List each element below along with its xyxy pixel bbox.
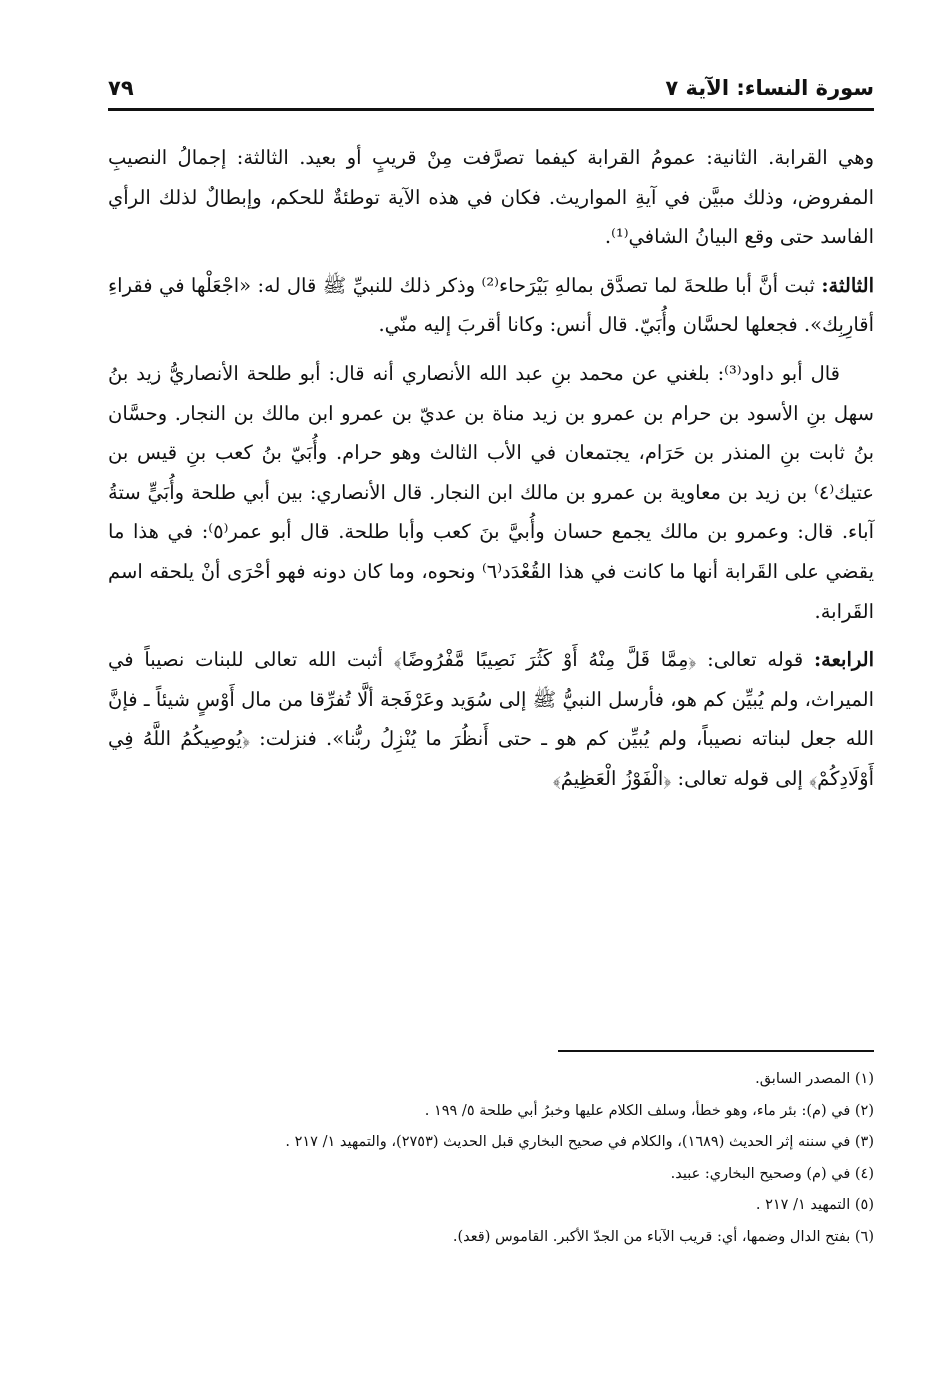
footnote-6: (٦) بفتح الدال وضمها، أي: قريب الآباء من الجدّ الأكبر. القاموس (قعد). <box>452 1228 874 1245</box>
header-title: سورة النساء: الآية ٧ <box>665 76 874 100</box>
page-number: ٧٩ <box>108 76 134 100</box>
footnote-rule <box>558 1050 874 1052</box>
header-rule <box>108 108 874 111</box>
paragraph-2-lead: الثالثة: <box>821 273 875 297</box>
footnote-2: (٢) في (م): بئر ماء، وهو خطأ، وسلف الكلام عليها وخبرُ أبي طلحة ٥/ ١٩٩ . <box>424 1102 874 1119</box>
running-header <box>108 62 874 102</box>
paragraph-2 <box>108 266 874 345</box>
paragraph-4-text: قوله تعالى: ﴿مِمَّا قَلَّ مِنْهُ أَوْ كَثُرَ نَصِيبًا مَّفْرُوضًا﴾ أثبت الله تعالى للبنات نصيباً في الميراث، ولم يُبيِّن كم هو، فأرسل النبيُّ ﷺ إلى سُوَيد وعَرْفَجة ألَّا تُفرِّقا من مال أَوْسٍ شيئاً ـ فإنَّ الله جعل لبناته نصيباً، ولم يُبيِّن كم هو ـ حتى أَنظُرَ ما يُنْزِلُ ربُّنا». فنزلت: ﴿يُوصِيكُمُ اللَّهُ فِي أَوْلَادِكُمْ﴾ إلى قوله تعالى: ﴿الْفَوْزُ الْعَظِيمُ﴾ <box>108 648 874 790</box>
paragraph-3: قال أبو داود⁽³⁾: بلغني عن محمد بنِ عبد الله الأنصاري أنه قال: أبو طلحة الأنصاريُّ زيد بنُ سهل بنِ الأسود بن حرام بن عمرو بن زيد مناة بن عديّ بن عمرو ابن مالك بن النجار. وحسَّان بنُ ثابت بنِ المنذر بن حَرَام، يجتمعان في الأب الثالث وهو حرام. وأُبَيّ بنُ كعب بنِ قيس بن عتيك⁽٤⁾ بن زيد بن معاوية بن عمرو بن مالك ابن النجار. قال الأنصاري: بين أبي طلحة وأُبَيٍّ ستةُ آباء. قال: وعمرو بن مالك يجمع حسان وأُبيَّ بنَ كعب وأبا طلحة. قال أبو عمر⁽٥⁾: في هذا ما يقضي على القَرابة أنها ما كانت في هذا القُعْدَد⁽٦⁾ ونحوه، وما كان دونه فهو أحْرَى أنْ يلحقه اسم القَرابة. <box>108 361 875 623</box>
paragraph-2-text: ثبت أنَّ أبا طلحةَ لما تصدَّق بمالهِ بَيْرَحاء⁽²⁾ وذكر ذلك للنبيِّ ﷺ قال له: «اجْعَلْها في فقراءِ أقارِبِك». فجعلها لحسَّان وأُبَيّ. قال أنس: وكانا أقربَ إليه منّي. <box>108 273 874 337</box>
footnote-3: (٣) في سننه إثر الحديث (١٦٨٩)، والكلام في صحيح البخاري قبل الحديث (٢٧٥٣)، والتمهيد ١/ ٢١٧ . <box>285 1134 874 1150</box>
footnote-1: (١) المصدر السابق. <box>755 1071 874 1087</box>
footnote-5: (٥) التمهيد ١/ ٢١٧ . <box>755 1197 874 1213</box>
footnotes <box>108 1064 874 1253</box>
paragraph-4 <box>108 640 874 798</box>
paragraph-1: وهي القرابة. الثانية: عمومُ القرابة كيفما تصرَّفت مِنْ قريبٍ أو بعيد. الثالثة: إجمالُ النصيبِ المفروض، وذلك مبيَّن في آيةِ المواريث. فكان في هذه الآية توطئةٌ للحكم، وإبطالٌ لذلك الرأي الفاسد حتى وقع البيانُ الشافي⁽¹⁾. <box>108 146 874 249</box>
main-text <box>108 138 874 808</box>
paragraph-4-lead: الرابعة: <box>813 648 874 672</box>
footnote-4: (٤) في (م) وصحيح البخاري: عبيد. <box>670 1165 874 1182</box>
